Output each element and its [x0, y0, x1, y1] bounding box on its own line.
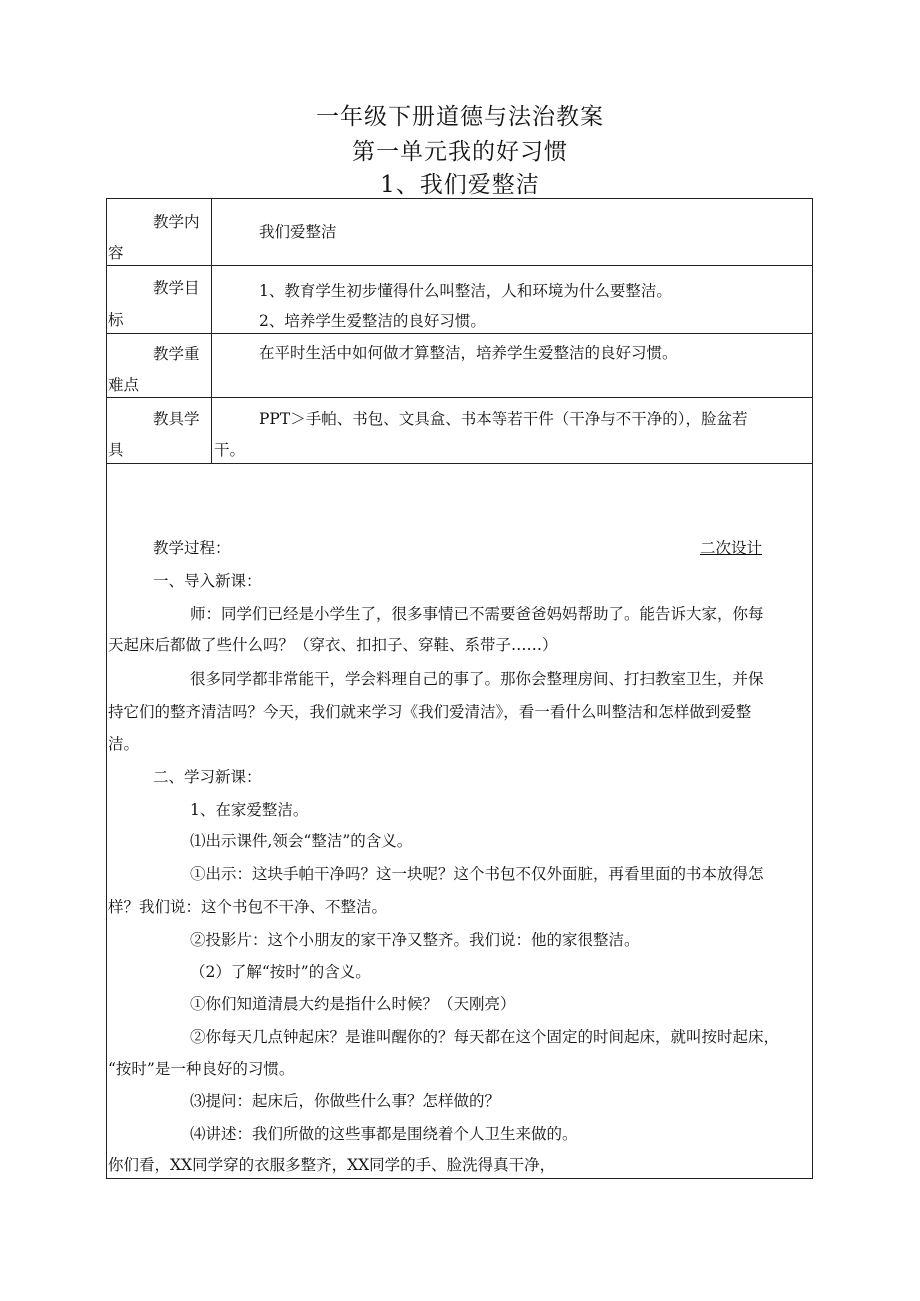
- paragraph-line: ②投影片：这个小朋友的家干净又整齐。我们说：他的家很整洁。: [190, 931, 640, 949]
- table-border-left: [106, 198, 107, 1179]
- paragraph-line: ②你每天几点钟起床？是谁叫醒你的？每天都在这个固定的时间起床，就叫按时起床，: [190, 1028, 780, 1046]
- paragraph-line: “按时”是一种良好的习惯。: [108, 1060, 295, 1078]
- table-border-right: [812, 198, 813, 1179]
- row-content: PPT＞手帕、书包、文具盒、书本等若干件（干净与不干净的），脸盆若: [259, 410, 748, 428]
- paragraph-line: 很多同学都非常能干，学会料理自己的事了。那你会整理房间、打扫教室卫生，并保: [190, 670, 764, 688]
- row-label: 教学内: [153, 213, 200, 231]
- section-heading: 一、导入新课：: [153, 572, 262, 590]
- paragraph-line: ①出示：这块手帕干净吗？这一块呢？这个书包不仅外面脏，再看里面的书本放得怎: [190, 865, 764, 883]
- row-divider: [106, 265, 813, 266]
- row-divider: [106, 463, 813, 464]
- row-label-cont: 难点: [108, 376, 140, 394]
- row-label-cont: 标: [108, 311, 124, 329]
- lesson-title: 1、我们爱整洁: [380, 172, 540, 198]
- subsection-heading: 1、在家爱整洁。: [190, 801, 309, 819]
- paragraph-line: 持它们的整齐清洁吗？今天，我们就来学习《我们爱清洁》，看一看什么叫整洁和怎样做到爱整: [108, 703, 752, 721]
- paragraph-line: 样？我们说：这个书包不干净、不整洁。: [108, 898, 388, 916]
- paragraph-line: ⑴出示课件,领会“整洁”的含义。: [190, 832, 413, 850]
- paragraph-line: ⑶提问：起床后，你做些什么事？怎样做的？: [190, 1092, 501, 1110]
- row-label: 教学目: [153, 279, 200, 297]
- row-content: 在平时生活中如何做才算整洁，培养学生爱整洁的良好习惯。: [259, 344, 678, 362]
- process-heading: 教学过程：: [153, 539, 231, 557]
- section-heading: 二、学习新课：: [153, 768, 262, 786]
- redesign-label: 二次设计: [700, 539, 763, 557]
- document-title: 一年级下册道德与法治教案: [316, 104, 604, 130]
- row-content: 1、教育学生初步懂得什么叫整洁，人和环境为什么要整洁。: [259, 282, 672, 300]
- row-content: 2、培养学生爱整洁的良好习惯。: [259, 312, 486, 330]
- row-divider: [106, 333, 813, 334]
- table-border-bottom: [106, 1178, 813, 1179]
- row-label-cont: 具: [108, 441, 124, 459]
- row-divider: [106, 397, 813, 398]
- row-label: 教具学: [153, 410, 200, 428]
- row-content-cont: 干。: [214, 441, 246, 459]
- paragraph-line: ⑷讲述：我们所做的这些事都是围绕着个人卫生来做的。: [190, 1125, 578, 1143]
- unit-title: 第一单元我的好习惯: [352, 139, 568, 165]
- paragraph-line: 师：同学们已经是小学生了，很多事情已不需要爸爸妈妈帮助了。能告诉大家，你每: [190, 605, 764, 623]
- table-border-top: [106, 198, 813, 199]
- column-divider: [211, 198, 212, 464]
- paragraph-line: 你们看，XX同学穿的衣服多整齐，XX同学的手、脸洗得真干净，: [108, 1156, 556, 1174]
- paragraph-line: 洁。: [108, 735, 140, 753]
- row-label: 教学重: [153, 345, 200, 363]
- row-label-cont: 容: [108, 244, 124, 262]
- paragraph-line: 天起床后都做了些什么吗？（穿衣、扣扣子、穿鞋、系带子……）: [108, 636, 558, 654]
- row-content: 我们爱整洁: [259, 223, 337, 241]
- paragraph-line: ①你们知道清晨大约是指什么时候？（天刚亮）: [190, 995, 516, 1013]
- paragraph-line: （2）了解“按时”的含义。: [190, 963, 371, 981]
